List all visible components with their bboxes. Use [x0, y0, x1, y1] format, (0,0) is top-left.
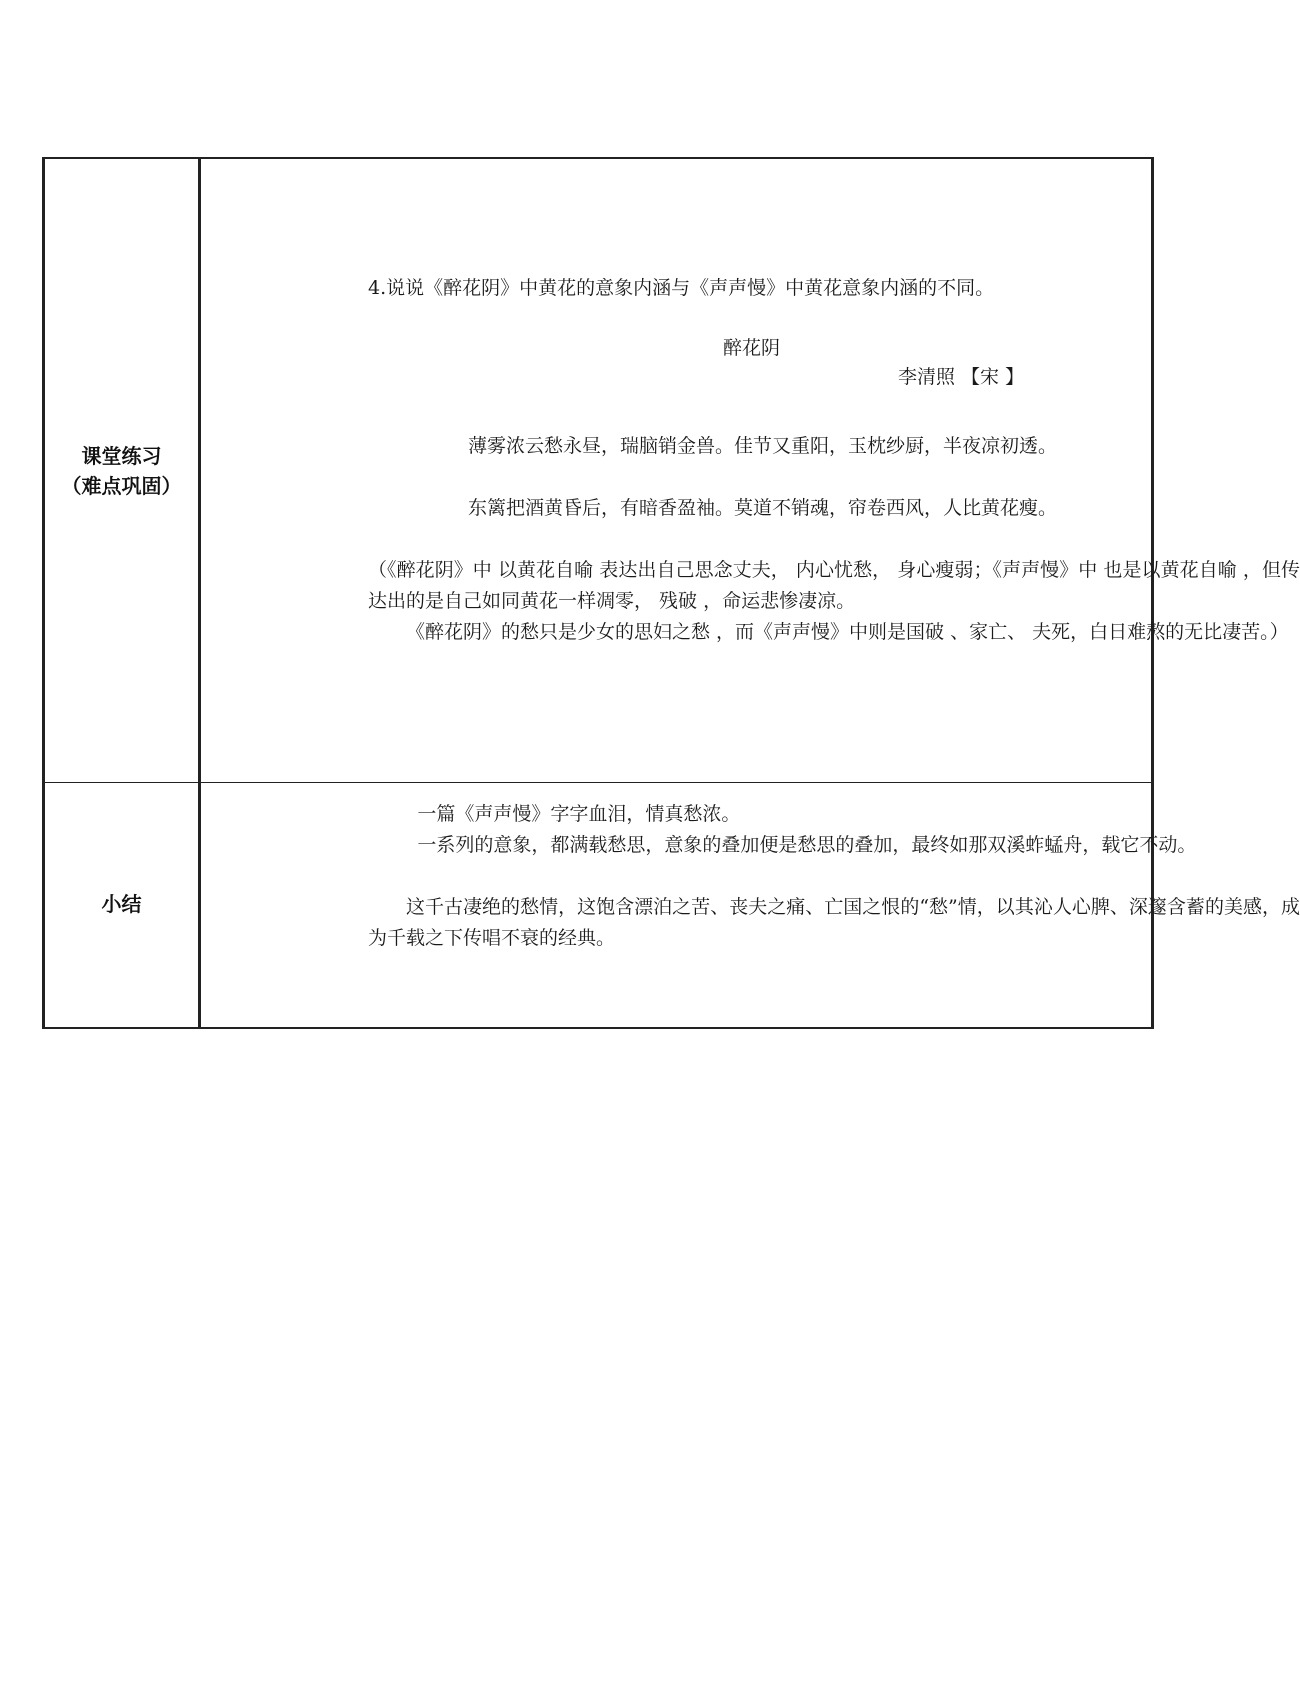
- lesson-table: [42, 157, 1300, 1029]
- poem-line-1: 薄雾浓云愁永昼，瑞脑销金兽。佳节又重阳，玉枕纱厨，半夜凉初透。: [468, 435, 1058, 457]
- answer-paragraph-1: （《醉花阴》中 以黄花自喻 表达出自己思念丈夫， 内心忧愁， 身心瘦弱；《声声慢》中 也是以黄花自喻 ，但传达出的是自己如同黄花一样凋零， 残破 ，命运悲惨凄凉。: [368, 559, 1300, 612]
- summary-label: 小结: [101, 892, 142, 916]
- summary-paragraph-1: 一篇《声声慢》字字血泪，情真愁浓。: [417, 803, 741, 825]
- practice-label-line1: 课堂练习: [81, 444, 162, 468]
- summary-row: [44, 783, 1153, 1029]
- practice-label-cell: [44, 158, 200, 783]
- summary-paragraph-2: 一系列的意象，都满载愁思，意象的叠加便是愁思的叠加，最终如那双溪蚱蜢舟，载它不动。: [417, 834, 1197, 856]
- practice-content-cell: [200, 158, 1300, 783]
- summary-content-cell: [200, 783, 1300, 1029]
- summary-paragraph-3: 这千古凄绝的愁情，这饱含漂泊之苦、丧夫之痛、亡国之恨的“愁”情，以其沁人心脾、深邃含蓄的美感，成为千载之下传唱不衰的经典。: [368, 896, 1300, 949]
- answer-paragraph-2: 《醉花阴》的愁只是少女的思妇之愁 ，而《声声慢》中则是国破 、家亡、 夫死，白日难熬的无比凄苦。）: [406, 621, 1289, 643]
- poem-title: 醉花阴: [723, 337, 781, 359]
- poem-author: 李清照 【宋 】: [898, 366, 1025, 388]
- question-text: 4.说说《醉花阴》中黄花的意象内涵与《声声慢》中黄花意象内涵的不同。: [368, 277, 995, 299]
- practice-label: [45, 441, 198, 501]
- practice-label-line2: （难点巩固）: [61, 474, 182, 498]
- summary-label-cell: [44, 783, 200, 1029]
- poem-line-2: 东篱把酒黄昏后，有暗香盈袖。莫道不销魂，帘卷西风，人比黄花瘦。: [468, 497, 1058, 519]
- practice-row: [44, 158, 1153, 783]
